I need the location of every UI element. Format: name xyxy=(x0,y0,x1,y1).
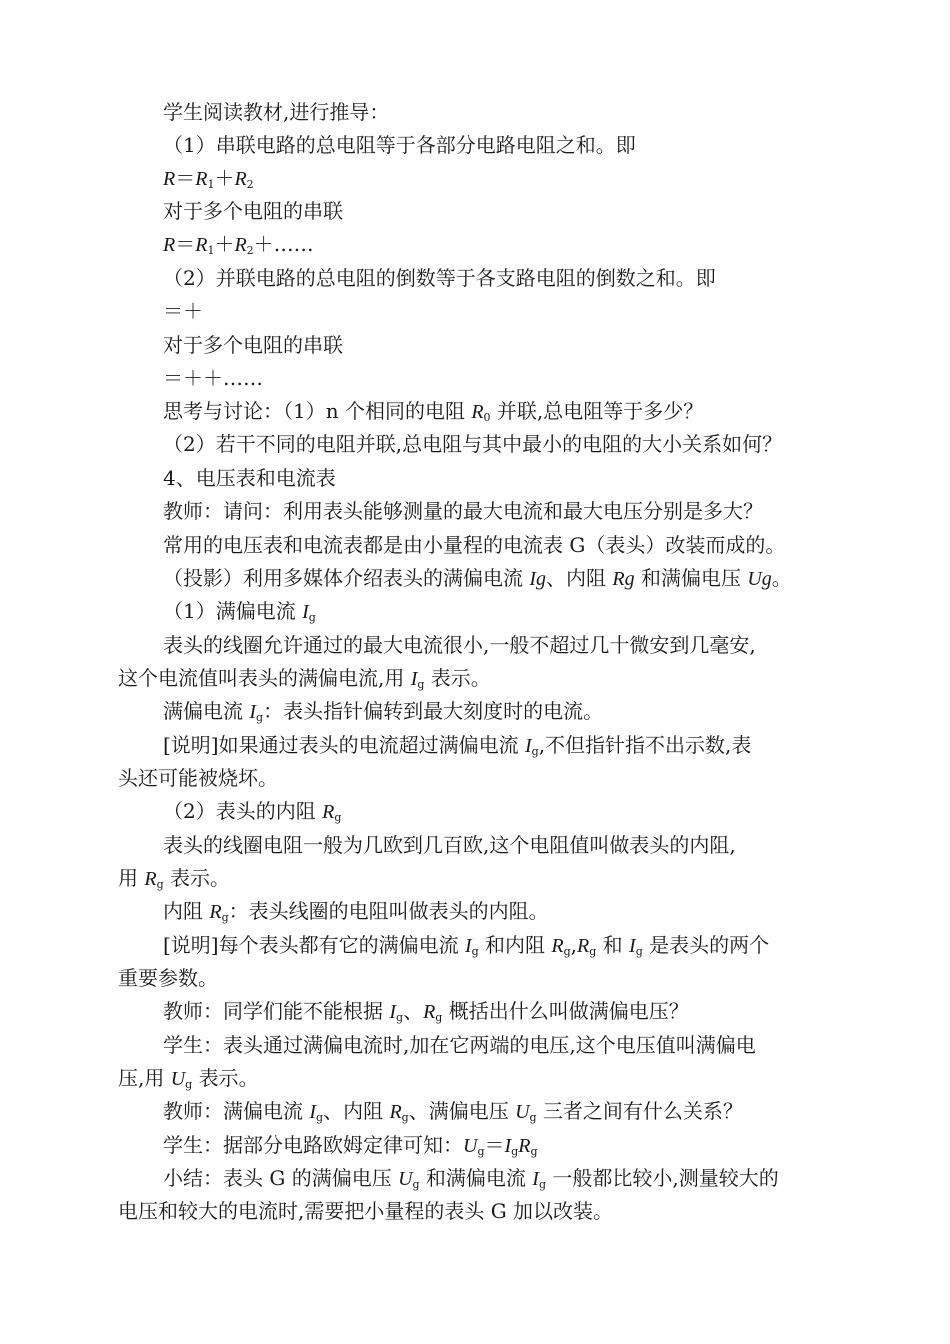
line-24: 用 $R_g$ 表示。 xyxy=(118,866,230,891)
line-14: 常用的电压表和电流表都是由小量程的电流表 G（表头）改装而成的。 xyxy=(163,533,786,557)
line-33: 小结：表头 G 的满偏电压 $U_g$ 和满偏电流 $I_g$ 一般都比较小,测量较大的 xyxy=(163,1166,779,1191)
line-23: 表头的线圈电阻一般为几欧到几百欧,这个电阻值叫做表头的内阻, xyxy=(163,833,736,857)
line-20: [说明]如果通过表头的电流超过满偏电流 $I_g$,不但指针指不出示数,表 xyxy=(163,733,752,758)
line-25: 内阻 $R_g$：表头线圈的电阻叫做表头的内阻。 xyxy=(163,899,549,924)
formula-series-two: $R=R_1+R_2$ xyxy=(163,166,254,191)
section-heading: 4、电压表和电流表 xyxy=(163,466,336,490)
line-8: 对于多个电阻的串联 xyxy=(163,333,343,357)
line-17: 表头的线圈允许通过的最大电流很小,一般不超过几十微安到几毫安, xyxy=(163,633,756,657)
line-2: （1）串联电路的总电阻等于各部分电路电阻之和。即 xyxy=(163,133,636,157)
line-13: 教师：请问：利用表头能够测量的最大电流和最大电压分别是多大？ xyxy=(163,499,763,523)
line-1: 学生阅读教材,进行推导： xyxy=(163,100,390,124)
line-27: 重要参数。 xyxy=(118,966,218,990)
line-4: 对于多个电阻的串联 xyxy=(163,199,343,223)
line-32: 学生：据部分电路欧姆定律可知：$U_g=I_gR_g$ xyxy=(163,1133,538,1158)
line-28: 教师：同学们能不能根据 $I_g$、$R_g$ 概括出什么叫做满偏电压？ xyxy=(163,999,689,1024)
formula-parallel-many: ＝＋＋…… xyxy=(163,366,263,390)
line-11: （2）若干不同的电阻并联,总电阻与其中最小的电阻的大小关系如何？ xyxy=(163,432,783,456)
line-30: 压,用 $U_g$ 表示。 xyxy=(118,1066,259,1091)
line-29: 学生：表头通过满偏电流时,加在它两端的电压,这个电压值叫满偏电 xyxy=(163,1033,756,1057)
formula-parallel-two: ＝＋ xyxy=(163,299,203,323)
line-6: （2）并联电路的总电阻的倒数等于各支路电阻的倒数之和。即 xyxy=(163,266,716,290)
line-21: 头还可能被烧坏。 xyxy=(118,766,278,790)
line-10: 思考与讨论：（1）n 个相同的电阻 $R_0$ 并联,总电阻等于多少？ xyxy=(163,399,704,424)
line-31: 教师：满偏电流 $I_g$、内阻 $R_g$、满偏电压 $U_g$ 三者之间有什么关系？ xyxy=(163,1099,743,1124)
line-19: 满偏电流 $I_g$：表头指针偏转到最大刻度时的电流。 xyxy=(163,699,604,724)
line-26: [说明]每个表头都有它的满偏电流 $I_g$ 和内阻 $R_g,R_g$ 和 $I_g$ 是表头的两个 xyxy=(163,933,770,958)
line-15: （投影）利用多媒体介绍表头的满偏电流 Ig、内阻 Rg 和满偏电压 Ug。 xyxy=(163,566,792,590)
line-18: 这个电流值叫表头的满偏电流,用 $I_g$ 表示。 xyxy=(118,666,491,691)
formula-series-many: $R=R_1+R_2+\dots\dots$ xyxy=(163,232,314,257)
line-34: 电压和较大的电流时,需要把小量程的表头 G 加以改装。 xyxy=(118,1199,614,1223)
subheading-2: （2）表头的内阻 $R_g$ xyxy=(163,799,342,824)
subheading-1: （1）满偏电流 $I_g$ xyxy=(163,599,316,624)
